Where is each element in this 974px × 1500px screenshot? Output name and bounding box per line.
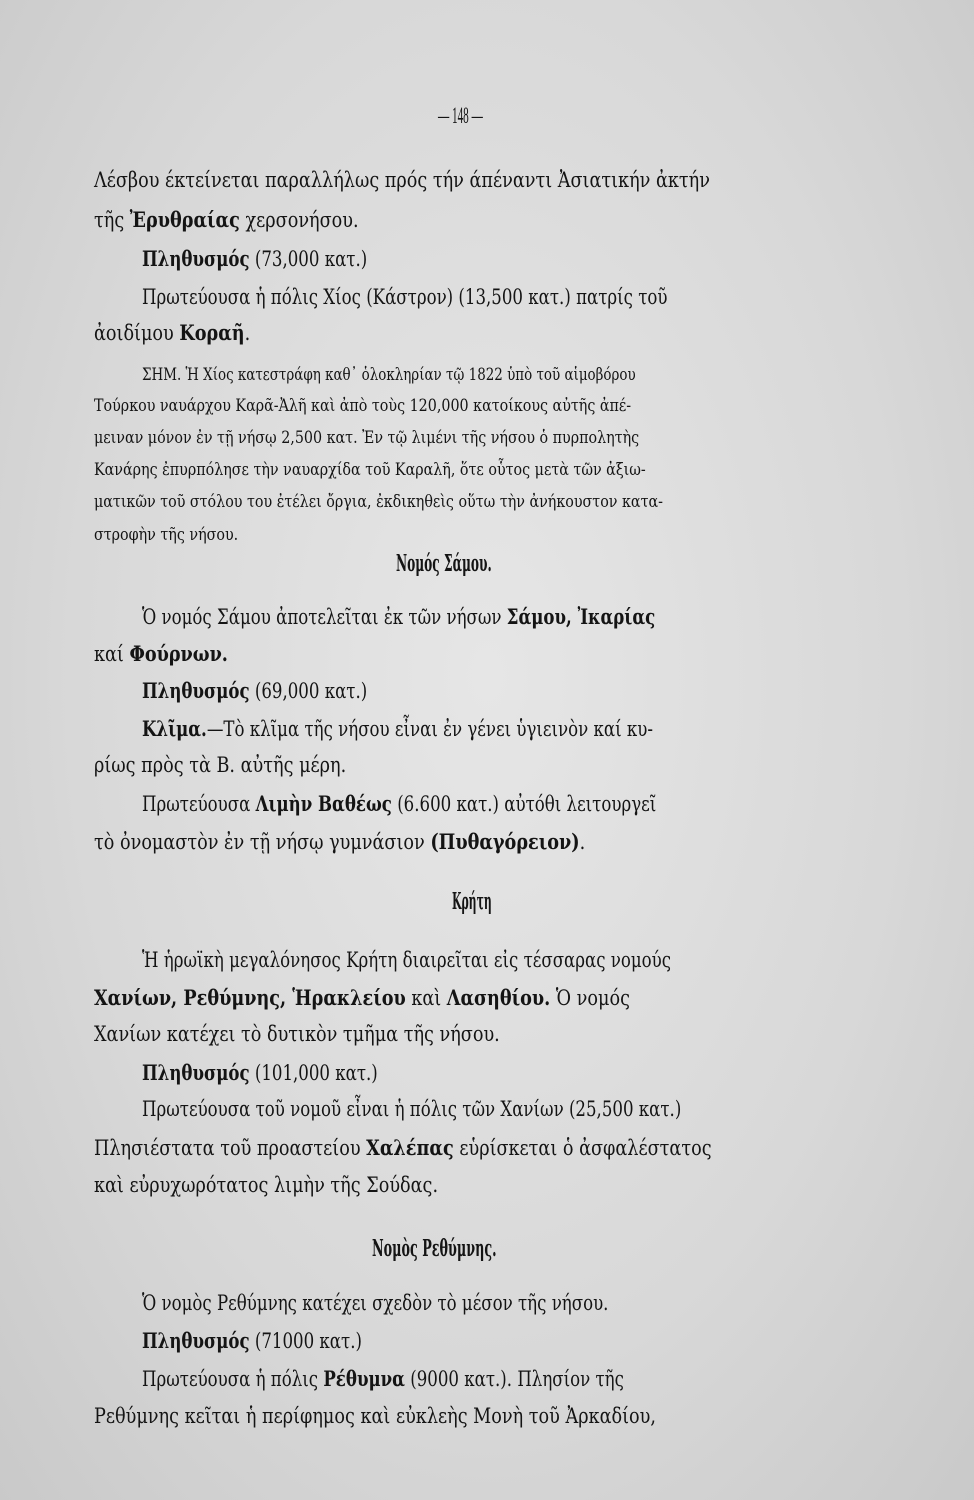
paragraph-line: Χανίων κατέχει τὸ δυτικὸν τμῆμα τῆς νήσου. — [94, 1022, 500, 1046]
paragraph-line: Πλησιέστατα τοῦ προαστείου Χαλέπας εὑρίσκεται ὁ ἀσφαλέστατος — [94, 1135, 712, 1160]
island-name: Φούρνων. — [129, 641, 228, 666]
paragraph-line: Ὁ νομὸς Ρεθύμνης κατέχει σχεδὸν τὸ μέσον τῆς νήσου. — [142, 1291, 609, 1315]
paragraph-line: Ἡ ἡρωϊκὴ μεγαλόνησος Κρήτη διαιρεῖται εἰς τέσσαρας νομούς — [142, 948, 672, 972]
paragraph-line: Ὁ νομός Σάμου ἀποτελεῖται ἐκ τῶν νήσων Σάμου, Ἰκαρίας — [142, 604, 656, 629]
prefecture-name: Λασηθίου. — [446, 985, 551, 1010]
population-line: Πληθυσμός (69,000 κατ.) — [142, 678, 368, 703]
paragraph-line: ἀοιδίμου Κοραῆ. — [94, 320, 251, 345]
population-label: Πληθυσμός — [142, 678, 250, 703]
paragraph-line: Πρωτεύουσα ἡ πόλις Ρέθυμνα (9000 κατ.). Πλησίον τῆς — [142, 1366, 624, 1391]
paragraph-line: καί Φούρνων. — [94, 641, 228, 666]
paragraph-line: Ρεθύμνης κεῖται ἡ περίφημος καὶ εὐκλεὴς Μονὴ τοῦ Ἀρκαδίου, — [94, 1404, 656, 1428]
section-heading-rethymno: Νομὸς Ρεθύμνης. — [372, 1235, 497, 1262]
climate-label: Κλῖμα. — [142, 716, 207, 741]
page-number: — 148 — — [438, 103, 483, 128]
place-name: Χαλέπας — [366, 1135, 454, 1160]
population-line: Πληθυσμός (101,000 κατ.) — [142, 1060, 378, 1085]
prefecture-names: Χανίων, Ρεθύμνης, Ἡρακλείου — [94, 985, 406, 1010]
island-names: Σάμου, Ἰκαρίας — [506, 604, 656, 629]
paragraph-line: ρίως πρὸς τὰ Β. αὐτῆς μέρη. — [94, 753, 347, 777]
population-label: Πληθυσμός — [142, 1328, 250, 1353]
population-label: Πληθυσμός — [142, 246, 250, 271]
paragraph-line: Πρωτεύουσα ἡ πόλις Χίος (Κάστρον) (13,500 κατ.) πατρίς τοῦ — [142, 285, 668, 309]
place-name: Ἐρυθραίας — [129, 207, 240, 232]
paragraph-line: καὶ εὐρυχωρότατος λιμὴν τῆς Σούδας. — [94, 1173, 439, 1197]
capital-name: Ρέθυμνα — [323, 1366, 405, 1391]
capital-name: Λιμὴν Βαθέως — [255, 791, 392, 816]
section-heading-samos: Νομός Σάμου. — [396, 550, 492, 577]
paragraph-line: Πρωτεύουσα Λιμὴν Βαθέως (6.600 κατ.) αὐτόθι λειτουργεῖ — [142, 791, 657, 816]
population-label: Πληθυσμός — [142, 1060, 250, 1085]
paragraph-line: Πρωτεύουσα τοῦ νομοῦ εἶναι ἡ πόλις τῶν Χανίων (25,500 κατ.) — [142, 1097, 682, 1121]
paragraph-line: τὸ ὀνομαστὸν ἐν τῇ νήσῳ γυμνάσιον (Πυθαγόρειον). — [94, 829, 586, 854]
section-heading-crete: Κρήτη — [452, 888, 492, 915]
note-line: στροφὴν τῆς νήσου. — [94, 525, 239, 545]
climate-line: Κλῖμα.—Τὸ κλῖμα τῆς νήσου εἶναι ἐν γένει ὑγιεινὸν καί κυ- — [142, 716, 653, 741]
note-line: ΣΗΜ. Ἡ Χίος κατεστράφη καθ᾽ ὁλοκληρίαν τῷ 1822 ὑπὸ τοῦ αἱμοβόρου — [142, 365, 636, 385]
paragraph-line: τῆς Ἐρυθραίας χερσονήσου. — [94, 207, 359, 232]
population-line: Πληθυσμός (71000 κατ.) — [142, 1328, 362, 1353]
note-line: ματικῶν τοῦ στόλου του ἐτέλει ὄργια, ἐκδικηθεὶς οὕτω τὴν ἀνήκουστον κατα- — [94, 492, 663, 512]
note-line: Κανάρης ἐπυρπόλησε τὴν ναυαρχίδα τοῦ Καραλῆ, ὅτε οὗτος μετὰ τῶν ἀξιω- — [94, 460, 646, 480]
note-line: Τούρκου ναυάρχου Καρᾶ-Ἀλῆ καὶ ἀπὸ τοὺς 120,000 κατοίκους αὐτῆς ἀπέ- — [94, 396, 632, 416]
paragraph-line: Λέσβου έκτείνεται παραλλήλως πρός τήν άπέναντι Ἀσιατικήν ἀκτήν — [94, 168, 710, 192]
population-line: Πληθυσμός (73,000 κατ.) — [142, 246, 368, 271]
school-name: (Πυθαγόρειον) — [430, 829, 580, 854]
paragraph-line: Χανίων, Ρεθύμνης, Ἡρακλείου καὶ Λασηθίου. Ὁ νομός — [94, 985, 630, 1010]
note-line: μειναν μόνον ἐν τῇ νήσῳ 2,500 κατ. Ἐν τῷ λιμένι τῆς νήσου ὁ πυρπολητὴς — [94, 428, 640, 448]
person-name: Κοραῆ — [179, 320, 245, 345]
